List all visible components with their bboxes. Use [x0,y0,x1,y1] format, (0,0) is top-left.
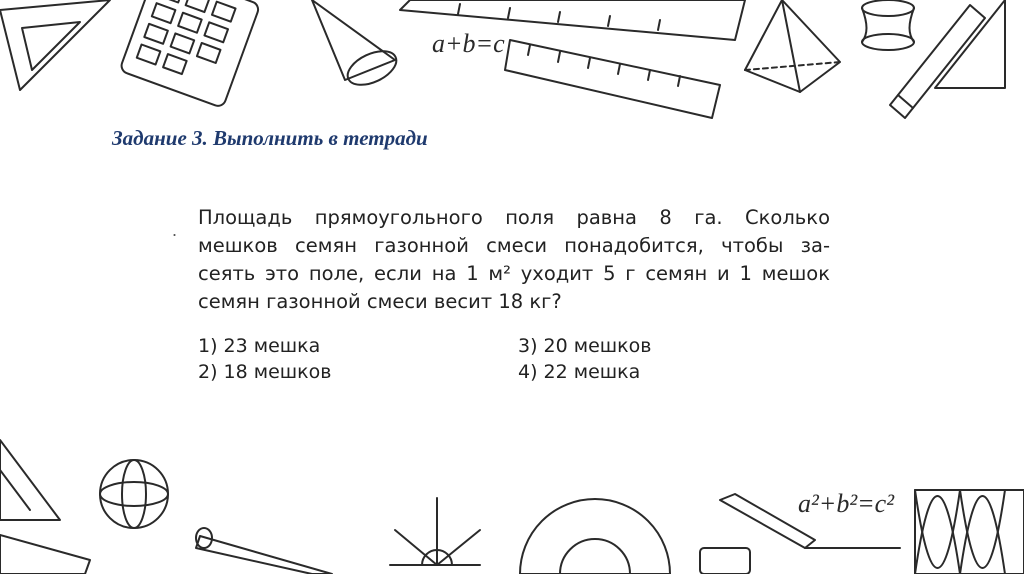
answer-option-3: 3) 20 мешков [518,335,652,357]
task-text [198,204,830,316]
protractor-icon [520,499,670,574]
task-line: мешков семян газонной смеси понадобится, чтобы за- [198,234,830,257]
formula-bottom: a²+b²=c² [798,489,895,518]
answer-option-1: 1) 23 мешка [198,335,321,357]
answer-option-4: 4) 22 мешка [518,361,641,383]
task-problem [172,200,834,390]
globe-icon [100,460,168,528]
task-line: сеять это поле, если на 1 м² уходит 5 г семян и 1 мешок [198,262,830,285]
task-bullet: . [172,220,178,240]
angle-icon [390,498,480,565]
task-line: Площадь прямоугольного поля равна 8 га. Сколько [198,206,830,229]
ruler-icon [0,535,90,574]
slide-title: Задание 3. Выполнить в тетради [112,126,428,150]
task-line: семян газонной смеси весит 18 кг? [198,290,562,313]
set-square-icon [935,0,1005,88]
calculator-icon [119,0,260,108]
pencil-icon [890,5,985,118]
answer-option-2: 2) 18 мешков [198,361,332,383]
formula-top: a+b=c [432,29,505,58]
sine-wave-icon [915,490,1024,574]
cylinder-icon [862,0,914,50]
set-square-icon [0,0,110,90]
cone-icon [312,0,401,92]
ruler-icon [400,0,745,118]
set-square-icon [0,440,60,520]
pyramid-icon [745,0,840,92]
pencil-icon [196,528,332,574]
